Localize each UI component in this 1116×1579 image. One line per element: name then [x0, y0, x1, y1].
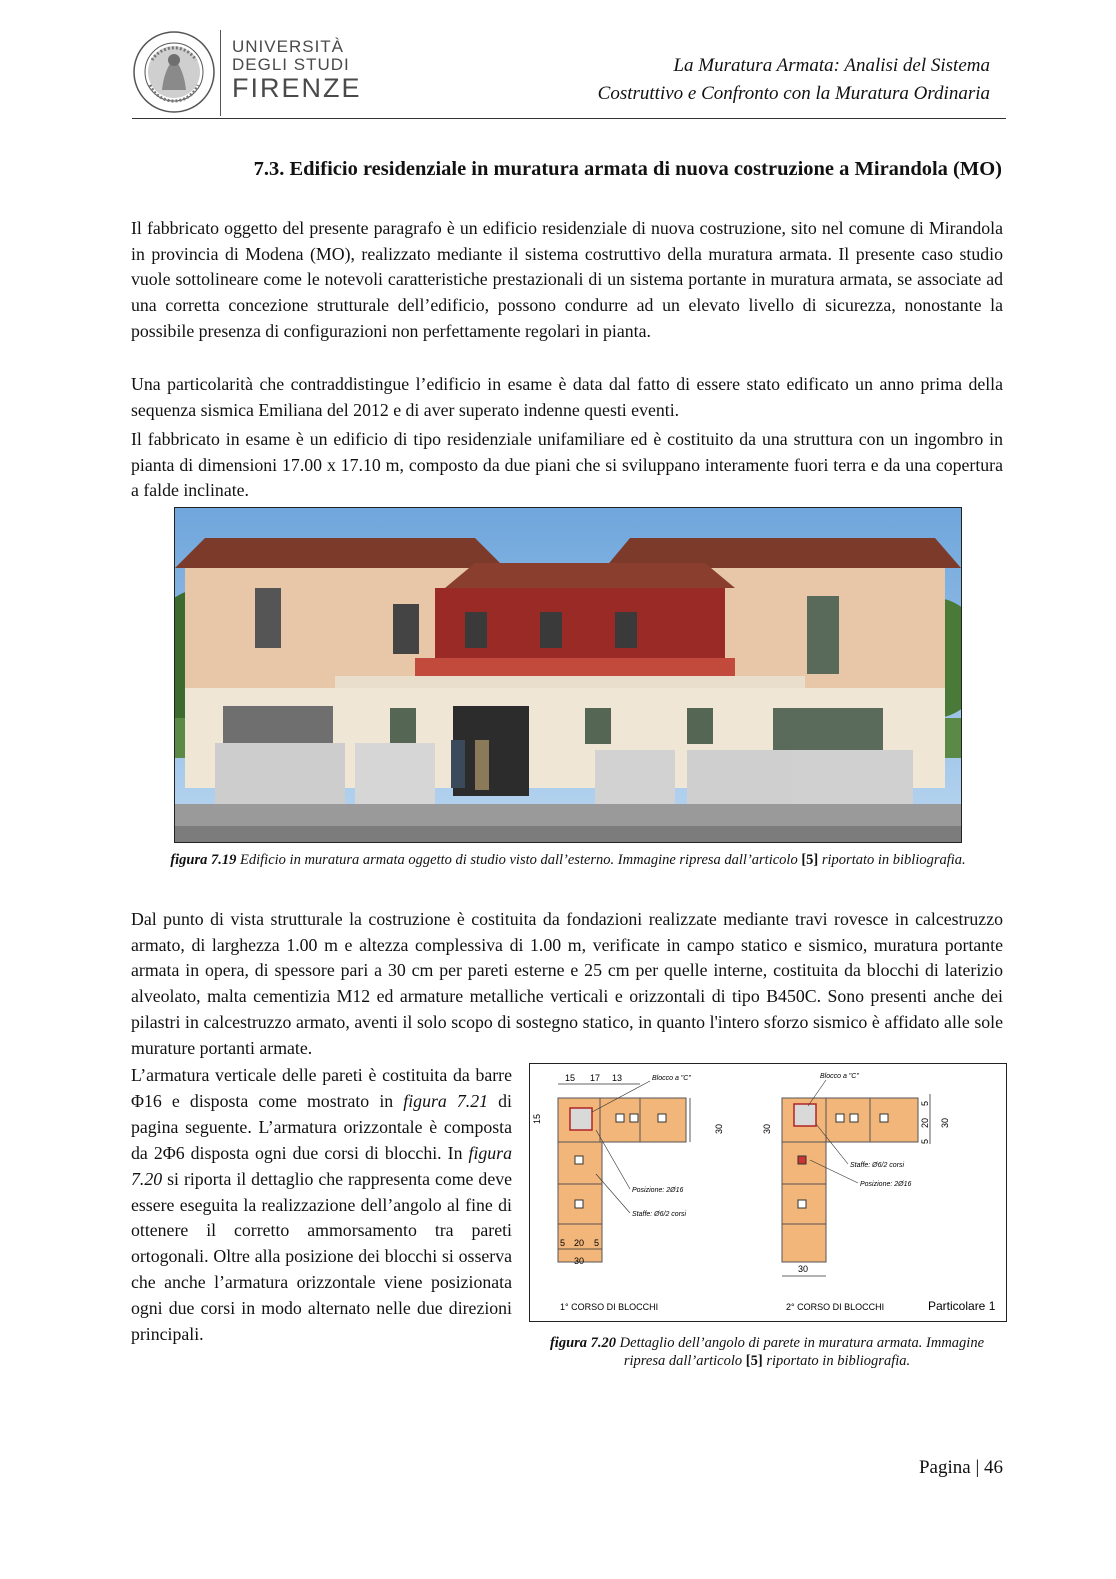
- header-separator: [220, 30, 221, 116]
- course-1-label: 1° CORSO DI BLOCCHI: [560, 1302, 659, 1312]
- paragraph-5-ref-fig-7-21: figura 7.21: [403, 1090, 489, 1111]
- figure-7-20-caption-text-a: Dettaglio dell’angolo di parete in muratura armata. Immagine ripresa dall’articolo: [616, 1335, 985, 1369]
- course-2-label: 2° CORSO DI BLOCCHI: [786, 1302, 885, 1312]
- dim-20-a: 20: [574, 1238, 585, 1248]
- dim-30-right-b: 30: [940, 1117, 950, 1128]
- document-title-line-2: Costruttivo e Confronto con la Muratura Ordinaria: [597, 83, 990, 104]
- paragraph-5-text-c: si riporta il dettaglio che rappresenta come deve essere eseguita la realizzazione dell’angolo al fine di ottenere il corretto ammorsamento tra pareti ortogonali. Oltre alla posizione dei blocchi si osserva che anche l’armatura orizzontale viene posizionata ogni due corsi in modo alternato nelle due direzioni principali.: [131, 1168, 512, 1345]
- dim-5-d: 5: [920, 1138, 930, 1144]
- figure-7-19-caption-text-b: riportato in bibliografia.: [818, 852, 966, 868]
- posizione-label-2: Posizione: 2Ø16: [860, 1181, 912, 1188]
- figure-7-19-caption: [140, 851, 996, 869]
- figure-7-20-reference: [5]: [745, 1353, 763, 1369]
- dim-13: 13: [612, 1073, 623, 1083]
- dim-5-a: 5: [560, 1238, 566, 1248]
- figure-7-19-reference: [5]: [801, 852, 819, 868]
- dim-15: 15: [565, 1073, 576, 1083]
- paragraph-3: Il fabbricato in esame è un edificio di tipo residenziale unifamiliare ed è costituito da una struttura con un ingombro in pianta di dimensioni 17.00 x 17.10 m, composto da due piani che si sviluppano interamente fuori terra e da una copertura a falde inclinate.: [131, 429, 1003, 501]
- paragraph-2: Una particolarità che contraddistingue l’edificio in esame è data dal fatto di essere stato edificato un anno prima della sequenza sismica Emiliana del 2012 e di aver superato indenne questi eventi.: [131, 374, 1003, 420]
- figure-7-19-caption-text-a: Edificio in muratura armata oggetto di studio visto dall’esterno. Immagine ripresa dall’articolo: [236, 852, 802, 868]
- university-name: [232, 38, 362, 102]
- corner-detail-drawing: [529, 1063, 1007, 1322]
- figure-7-20-caption-text-b: riportato in bibliografia.: [762, 1353, 911, 1369]
- header-rule: [132, 118, 1006, 119]
- page-number: Pagina | 46: [918, 1457, 1003, 1478]
- paragraph-4: Dal punto di vista strutturale la costruzione è costituita da fondazioni realizzate mediante travi rovesce in calcestruzzo armato, di larghezza 1.00 m e altezza complessiva di 1.00 m, verificate in campo statico e sismico, muratura portante armata in opera, di spessore pari a 30 cm per pareti esterne e 25 cm per quelle interne, costituita da blocchi di laterizio alveolato, malta cementizia M12 ed armature metalliche verticali e orizzontali di tipo B450C. Sono presenti anche dei pilastri in calcestruzzo armato, aventi il solo scopo di sostegno statico, in quanto l'intero sforzo sismico è affidato alle sole murature portanti armate.: [131, 909, 1003, 1058]
- university-line-1: UNIVERSITÀ: [232, 37, 345, 56]
- section-heading: 7.3. Edificio residenziale in muratura armata di nuova costruzione a Mirandola (MO): [253, 158, 1002, 180]
- document-title: [550, 52, 990, 108]
- blocco-c-label-1: Blocco a "C": [652, 1075, 691, 1082]
- paragraph-5-text-a: L’armatura verticale delle pareti è costituita da barre Φ16 e disposta come mostrato in: [131, 1065, 512, 1111]
- document-title-line-1: La Muratura Armata: Analisi del Sistema: [673, 55, 990, 76]
- building-photo: [174, 507, 962, 843]
- dim-30-right-a: 30: [762, 1123, 772, 1134]
- university-line-3: FIRENZE: [232, 72, 362, 103]
- dim-5-c: 5: [920, 1100, 930, 1106]
- paragraph-5-ref-fig-7-20: figura 7.20: [131, 1142, 512, 1189]
- dim-20-b: 20: [920, 1117, 930, 1128]
- figure-7-20-caption: [530, 1334, 1004, 1370]
- posizione-label-1: Posizione: 2Ø16: [632, 1187, 684, 1194]
- university-line-2: DEGLI STUDI: [232, 54, 350, 74]
- figure-7-20-label: figura 7.20: [549, 1335, 617, 1351]
- dim-30-bottom-right: 30: [798, 1264, 809, 1274]
- staffe-label-2: Staffe: Ø6/2 corsi: [850, 1162, 905, 1169]
- paragraph-5-text-b: di pagina seguente. L’armatura orizzontale è composta da 2Φ6 disposta ogni due corsi di blocchi. In: [131, 1090, 512, 1163]
- figure-7-19-label: figura 7.19: [170, 852, 237, 868]
- paragraph-5: [131, 1063, 512, 1348]
- university-seal-logo: [132, 30, 216, 114]
- dim-30-bottom-left: 30: [574, 1256, 585, 1266]
- blocco-c-label-2: Blocco a "C": [820, 1073, 859, 1080]
- dim-17: 17: [590, 1073, 601, 1083]
- dim-15-vertical: 15: [532, 1113, 542, 1124]
- staffe-label-1: Staffe: Ø6/2 corsi: [632, 1211, 687, 1218]
- dim-30-left: 30: [714, 1123, 724, 1134]
- paragraph-1: Il fabbricato oggetto del presente paragrafo è un edificio residenziale di nuova costruzione, sito nel comune di Mirandola in provincia di Modena (MO), realizzato mediante il sistema costruttivo della muratura armata. Il presente caso studio vuole sottolineare come le notevoli caratteristiche prestazionali di un sistema portante in muratura armata, se associate ad una corretta concezione strutturale dell’edificio, possono condurre ad un elevato livello di sicurezza, nonostante la possibile presenza di configurazioni non perfettamente regolari in pianta.: [131, 218, 1003, 341]
- particolare-label: Particolare 1: [928, 1299, 996, 1313]
- dim-5-b: 5: [594, 1238, 600, 1248]
